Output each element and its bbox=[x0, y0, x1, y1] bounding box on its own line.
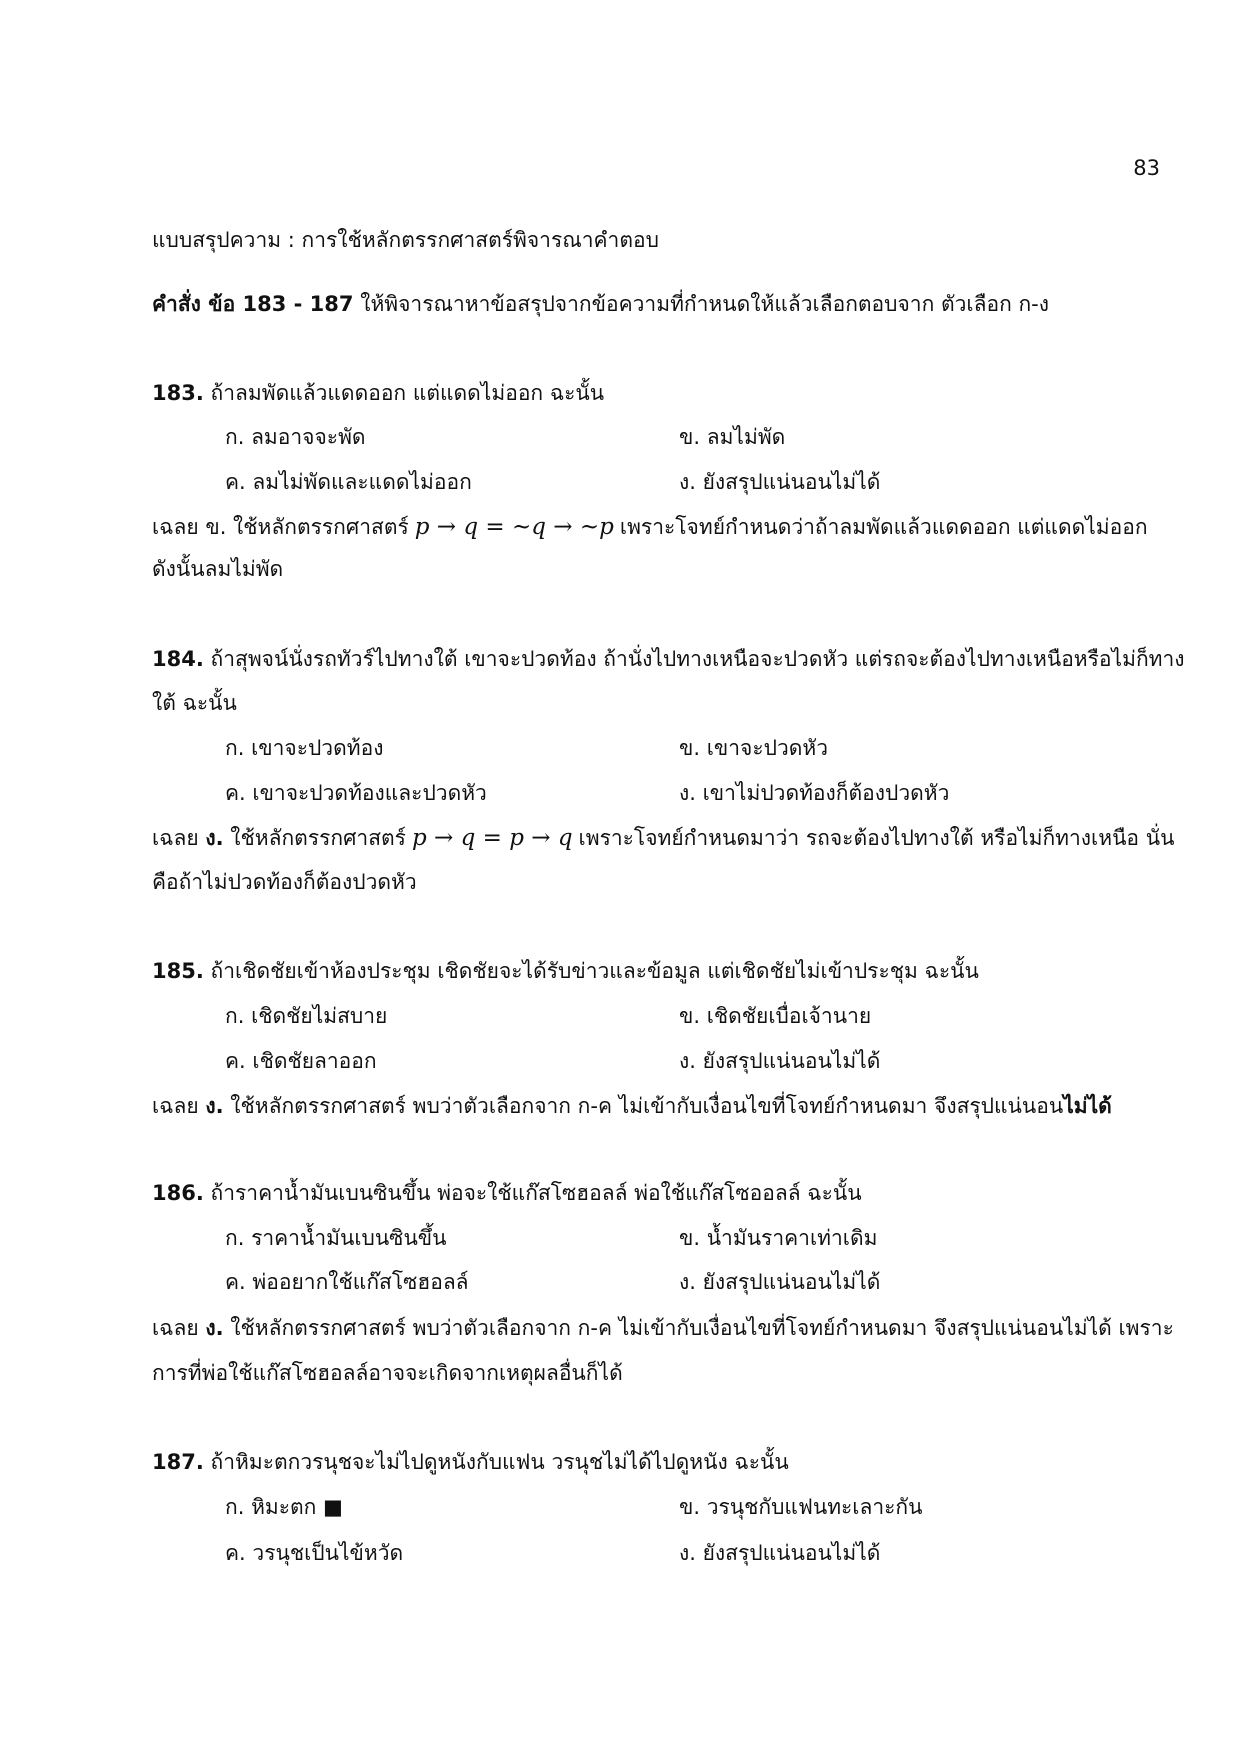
option: ข. เชิดชัยเบื่อเจ้านาย bbox=[679, 1004, 872, 1028]
option: ค. ลมไม่พัดและแดดไม่ออก bbox=[225, 470, 472, 494]
question-text: ถ้าสุพจน์นั่งรถทัวร์ไปทางใต้ เขาจะปวดท้อง ถ้านั่งไปทางเหนือจะปวดหัว แต่รถจะต้องไปทางเหนือหรือไม่ก็ทาง bbox=[203, 647, 1185, 671]
formula: p → q = ~q → ~p bbox=[414, 514, 614, 540]
option: ก. เขาจะปวดท้อง bbox=[225, 736, 384, 760]
option: ก. ลมอาจจะพัด bbox=[225, 425, 366, 449]
option: ข. น้ำมันราคาเท่าเดิม bbox=[679, 1226, 878, 1250]
question-187 bbox=[152, 1446, 789, 1479]
option: ง. ยังสรุปแน่นอนไม่ได้ bbox=[679, 1541, 881, 1565]
section-title: แบบสรุปความ : การใช้หลักตรรกศาสตร์พิจารณาคำตอบ bbox=[152, 228, 659, 252]
answer-key: ง. bbox=[205, 826, 224, 850]
answer-line2: คือถ้าไม่ปวดท้องก็ต้องปวดหัว bbox=[152, 870, 417, 894]
formula: p → q = p → q bbox=[411, 825, 573, 851]
question-number: 187. bbox=[152, 1450, 204, 1474]
instruction-label: คำสั่ง ข้อ 183 - 187 bbox=[152, 292, 354, 316]
answer-prefix: เฉลย bbox=[152, 826, 206, 850]
question-text: ถ้าหิมะตกวรนุชจะไม่ไปดูหนังกับแฟน วรนุชไม่ได้ไปดูหนัง ฉะนั้น bbox=[203, 1450, 789, 1474]
answer-line2: การที่พ่อใช้แก๊สโซฮอลล์อาจจะเกิดจากเหตุผลอื่นก็ได้ bbox=[152, 1361, 623, 1385]
answer-prefix: เฉลย bbox=[152, 1094, 206, 1118]
answer bbox=[152, 1312, 1174, 1345]
option: ง. ยังสรุปแน่นอนไม่ได้ bbox=[679, 470, 881, 494]
option: ค. เขาจะปวดท้องและปวดหัว bbox=[225, 781, 487, 805]
option: ข. วรนุชกับแฟนทะเลาะกัน bbox=[679, 1495, 923, 1519]
answer-prefix: เฉลย bbox=[152, 1316, 206, 1340]
page-number: 83 bbox=[1133, 156, 1160, 180]
answer-text: ใช้หลักตรรกศาสตร์ bbox=[223, 826, 406, 850]
question-number: 184. bbox=[152, 647, 204, 671]
answer-text: เพราะโจทย์กำหนดมาว่า รถจะต้องไปทางใต้ หรือไม่ก็ทางเหนือ นั่น bbox=[578, 826, 1175, 850]
option: ค. พ่ออยากใช้แก๊สโซฮอลล์ bbox=[225, 1270, 469, 1294]
question-184 bbox=[152, 643, 1185, 676]
question-text-line2: ใต้ ฉะนั้น bbox=[152, 691, 237, 715]
option: ง. ยังสรุปแน่นอนไม่ได้ bbox=[679, 1049, 881, 1073]
instruction-text: ให้พิจารณาหาข้อสรุปจากข้อความที่กำหนดให้แล้วเลือกตอบจาก ตัวเลือก ก-ง bbox=[353, 292, 1050, 316]
question-text: ถ้าเชิดชัยเข้าห้องประชุม เชิดชัยจะได้รับข่าวและข้อมูล แต่เชิดชัยไม่เข้าประชุม ฉะนั้น bbox=[203, 959, 979, 983]
answer-line2: ดังนั้นลมไม่พัด bbox=[152, 557, 284, 581]
question-text: ถ้าราคาน้ำมันเบนซินขึ้น พ่อจะใช้แก๊สโซฮอลล์ พ่อใช้แก๊สโซออลล์ ฉะนั้น bbox=[203, 1181, 862, 1205]
answer-text: ใช้หลักตรรกศาสตร์ พบว่าตัวเลือกจาก ก-ค ไม่เข้ากับเงื่อนไขที่โจทย์กำหนดมา จึงสรุปแน่นอนไม่ได้ เพราะ bbox=[223, 1316, 1174, 1340]
question-185 bbox=[152, 955, 979, 988]
option: ค. วรนุชเป็นไข้หวัด bbox=[225, 1541, 404, 1565]
answer-text: ใช้หลักตรรกศาสตร์ พบว่าตัวเลือกจาก ก-ค ไม่เข้ากับเงื่อนไขที่โจทย์กำหนดมา จึงสรุปแน่นอน bbox=[223, 1094, 1064, 1118]
question-183 bbox=[152, 377, 604, 410]
question-number: 186. bbox=[152, 1181, 204, 1205]
option: ข. เขาจะปวดหัว bbox=[679, 736, 829, 760]
answer-key: ง. bbox=[205, 1316, 224, 1340]
answer-prefix: เฉลย bbox=[152, 515, 206, 539]
option: ค. เชิดชัยลาออก bbox=[225, 1049, 377, 1073]
option: ข. ลมไม่พัด bbox=[679, 425, 786, 449]
option: ง. เขาไม่ปวดท้องก็ต้องปวดหัว bbox=[679, 781, 950, 805]
question-186 bbox=[152, 1177, 862, 1210]
option: ก. ราคาน้ำมันเบนซินขึ้น bbox=[225, 1226, 447, 1250]
answer-emphasis: ไม่ได้ bbox=[1063, 1094, 1112, 1118]
question-number: 185. bbox=[152, 959, 204, 983]
answer bbox=[152, 822, 1174, 855]
option: ก. เชิดชัยไม่สบาย bbox=[225, 1004, 388, 1028]
instruction bbox=[152, 288, 1049, 321]
answer bbox=[152, 1090, 1112, 1123]
answer bbox=[152, 511, 1148, 544]
question-number: 183. bbox=[152, 381, 204, 405]
answer-key: ง. bbox=[205, 1094, 224, 1118]
option: ง. ยังสรุปแน่นอนไม่ได้ bbox=[679, 1270, 881, 1294]
question-text: ถ้าลมพัดแล้วแดดออก แต่แดดไม่ออก ฉะนั้น bbox=[203, 381, 605, 405]
answer-text: เพราะโจทย์กำหนดว่าถ้าลมพัดแล้วแดดออก แต่แดดไม่ออก bbox=[619, 515, 1148, 539]
option: ก. หิมะตก ■ bbox=[225, 1495, 343, 1519]
answer-text: ใช้หลักตรรกศาสตร์ bbox=[226, 515, 409, 539]
answer-key: ข. bbox=[205, 515, 227, 539]
